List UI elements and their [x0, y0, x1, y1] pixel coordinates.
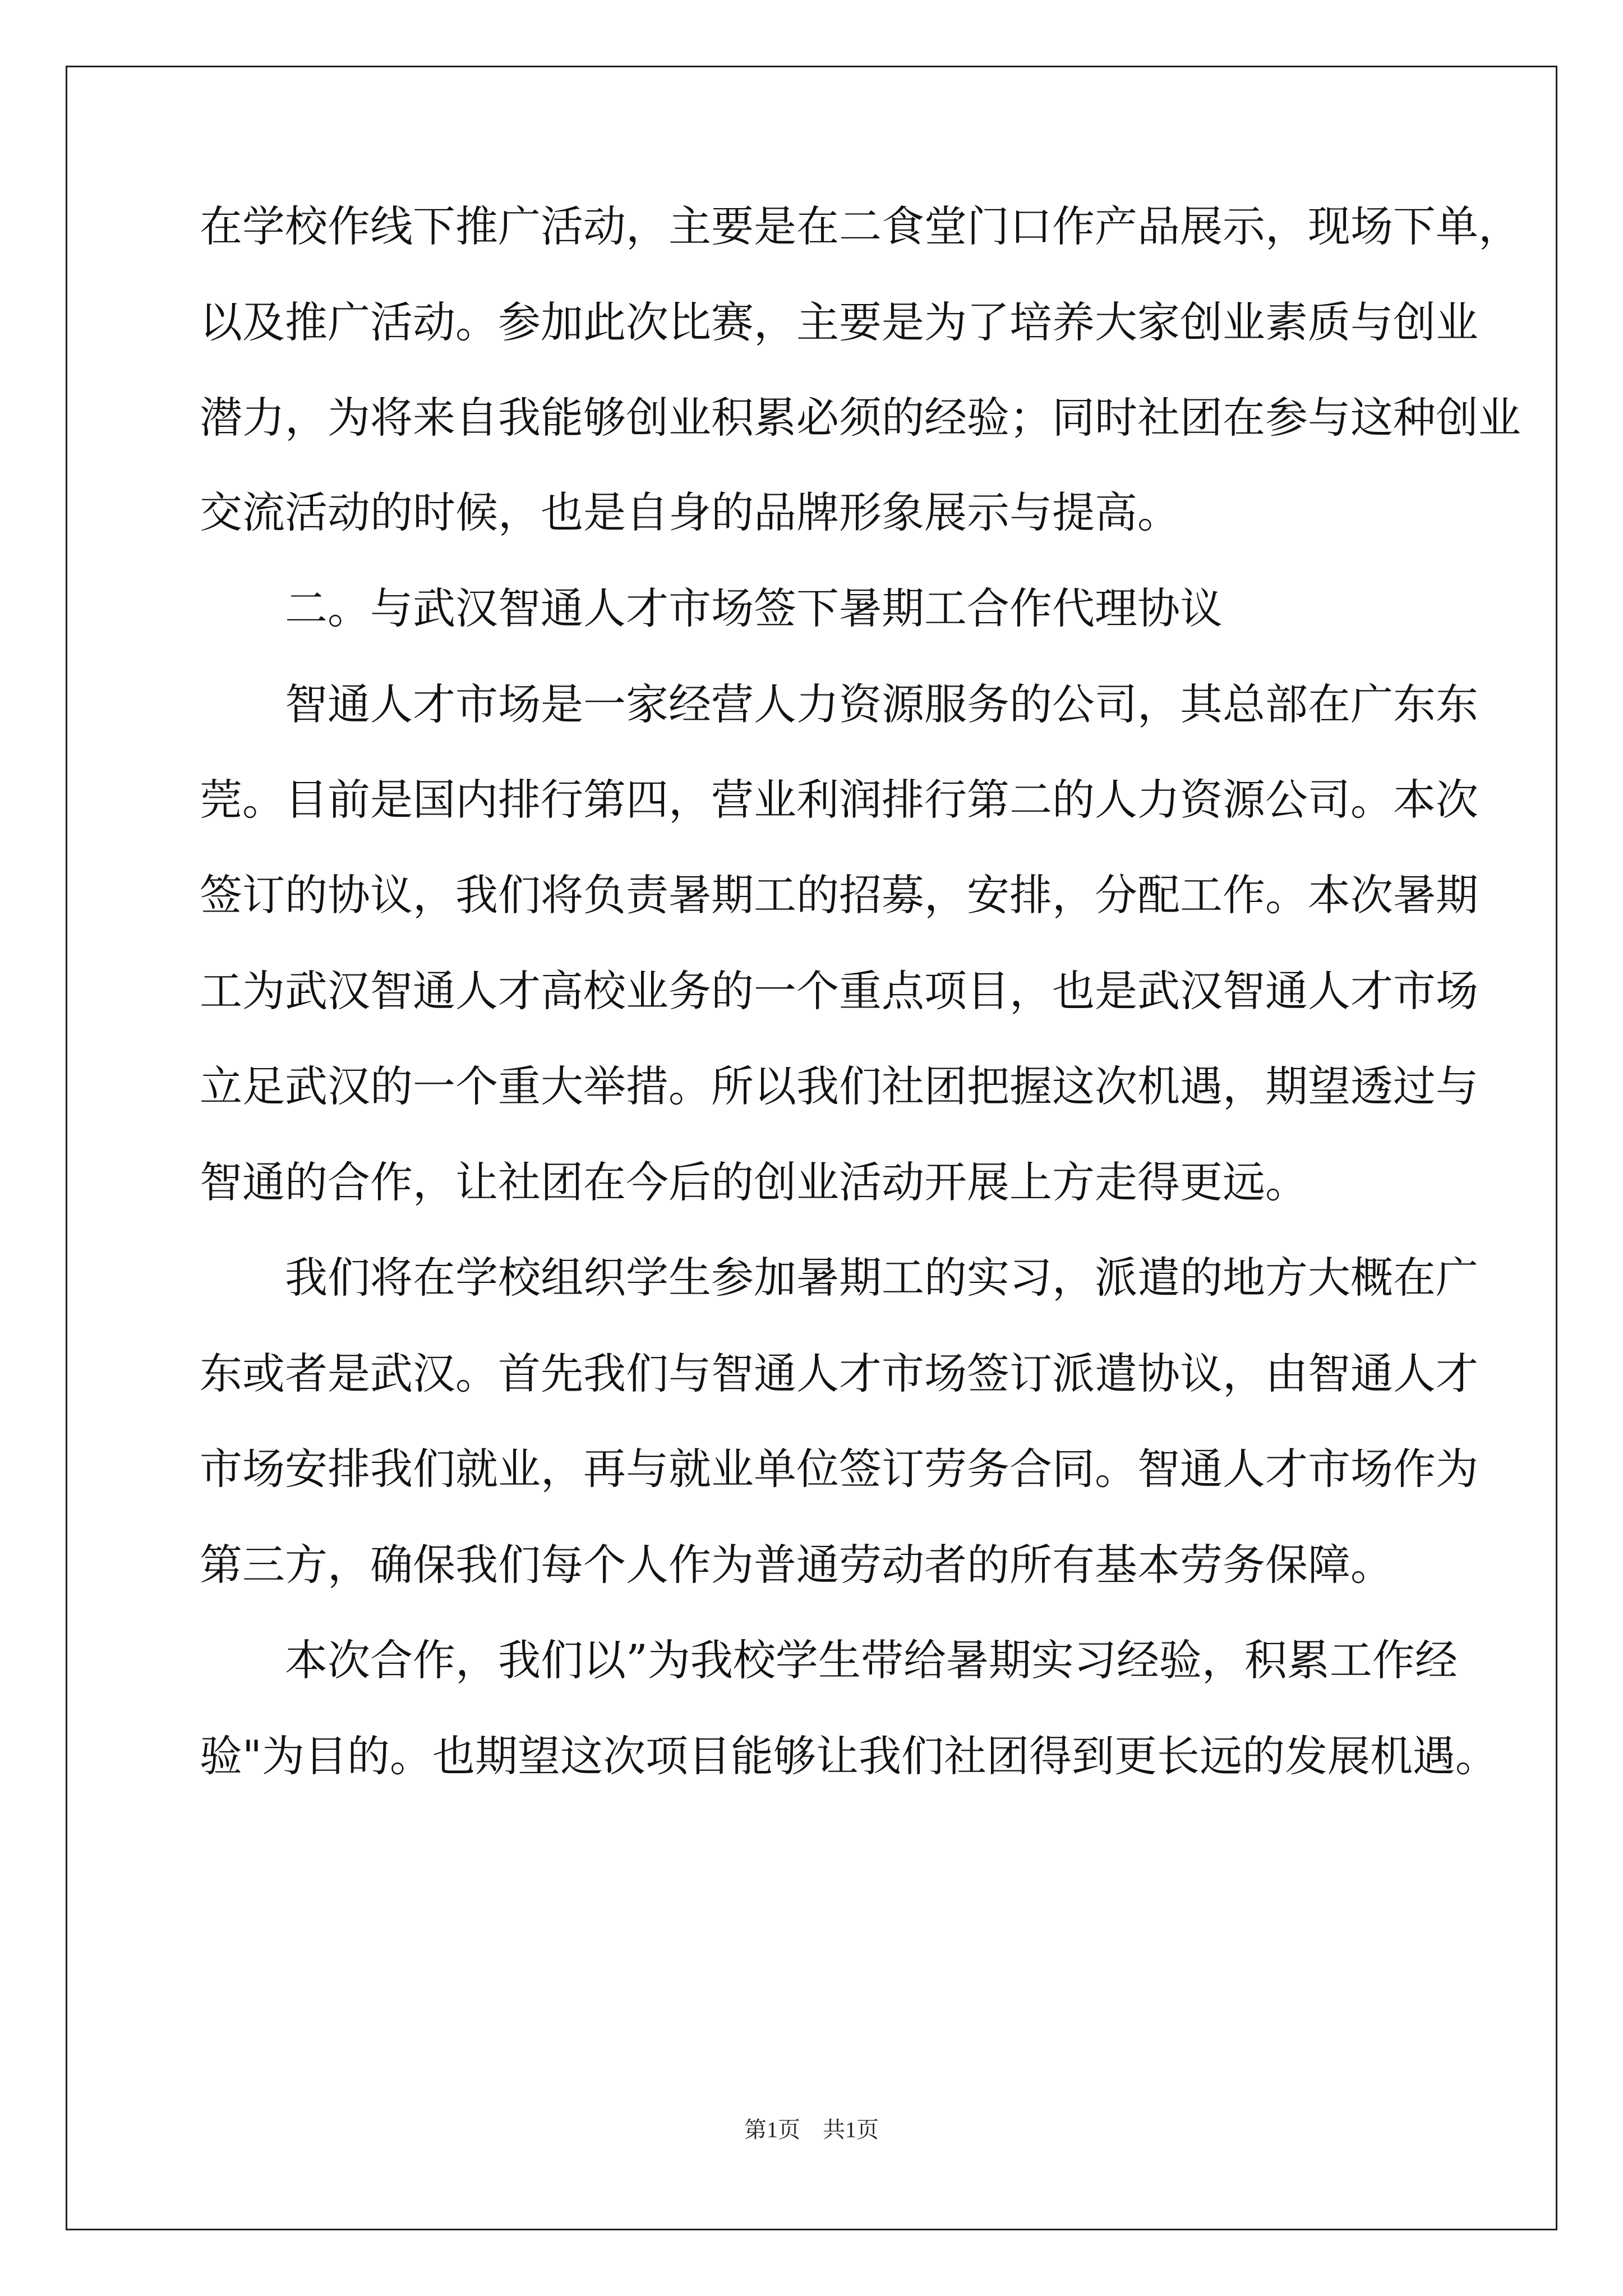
text-line: 验"为目的。也期望这次项目能够让我们社团得到更长远的发展机遇。: [200, 1731, 1498, 1781]
text-line: 智通人才市场是一家经营人力资源服务的公司，其总部在广东东: [285, 679, 1478, 729]
text-line: 立足武汉的一个重大举措。所以我们社团把握这次机遇，期望透过与: [200, 1061, 1478, 1111]
text-line: 市场安排我们就业，再与就业单位签订劳务合同。智通人才市场作为: [200, 1444, 1478, 1494]
text-line: 工为武汉智通人才高校业务的一个重点项目，也是武汉智通人才市场: [200, 966, 1478, 1016]
text-line: 交流活动的时候，也是自身的品牌形象展示与提高。: [200, 487, 1180, 537]
text-line: 签订的协议，我们将负责暑期工的招募，安排，分配工作。本次暑期: [200, 870, 1478, 920]
text-line: 东或者是武汉。首先我们与智通人才市场签订派遣协议，由智通人才: [200, 1349, 1478, 1398]
text-line: 第三方，确保我们每个人作为普通劳动者的所有基本劳务保障。: [200, 1540, 1393, 1590]
page-footer: 第1页 共1页: [744, 2117, 879, 2142]
section-heading: 二。与武汉智通人才市场签下暑期工合作代理协议: [285, 583, 1223, 633]
text-line: 以及推广活动。参加此次比赛，主要是为了培养大家创业素质与创业: [200, 297, 1478, 347]
text-line: 我们将在学校组织学生参加暑期工的实习，派遣的地方大概在广: [285, 1253, 1478, 1303]
text-line: 本次合作，我们以”为我校学生带给暑期实习经验，积累工作经: [285, 1635, 1458, 1685]
text-line: 在学校作线下推广活动，主要是在二食堂门口作产品展示，现场下单，: [200, 201, 1521, 251]
text-line: 潜力，为将来自我能够创业积累必须的经验；同时社团在参与这种创业: [200, 393, 1521, 443]
text-line: 智通的合作，让社团在今后的创业活动开展上方走得更远。: [200, 1157, 1308, 1207]
text-line: 莞。目前是国内排行第四，营业利润排行第二的人力资源公司。本次: [200, 775, 1478, 825]
